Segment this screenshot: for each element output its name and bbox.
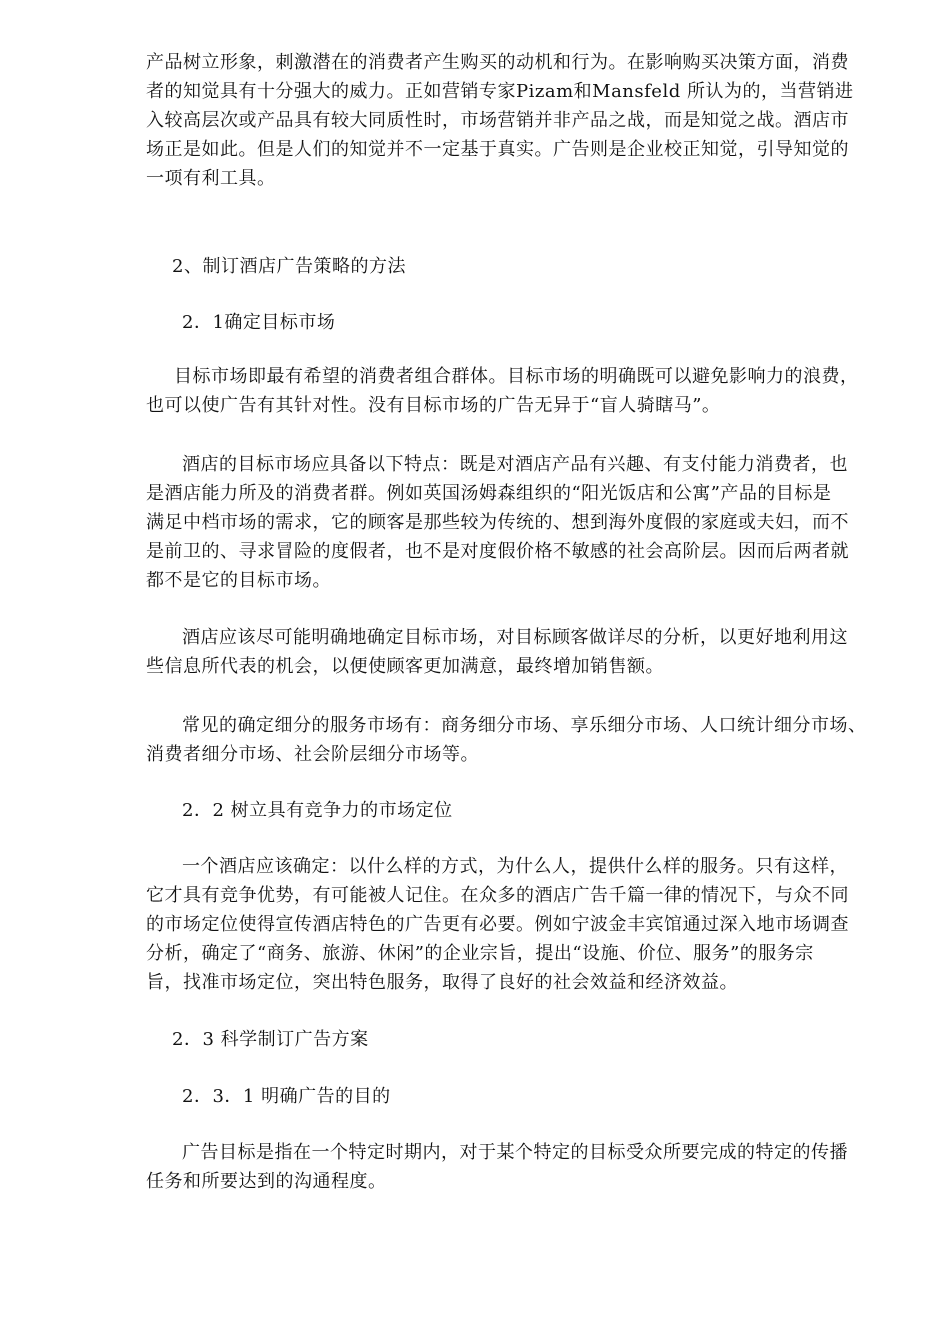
paragraph-line: 的市场定位使得宣传酒店特色的广告更有必要。例如宁波金丰宾馆通过深入地市场调查 [146, 914, 849, 935]
paragraph-line: 一项有利工具。 [146, 168, 276, 189]
paragraph [146, 362, 886, 420]
paragraph-line: 酒店的目标市场应具备以下特点：既是对酒店产品有兴趣、有支付能力消费者，也 [182, 454, 848, 475]
paragraph-line: 也可以使广告有其针对性。没有目标市场的广告无异于“盲人骑瞎马”。 [146, 395, 721, 416]
paragraph-line: 些信息所代表的机会，以便使顾客更加满意，最终增加销售额。 [146, 656, 664, 677]
paragraph-line: 产品树立形象，刺激潜在的消费者产生购买的动机和行为。在影响购买决策方面，消费 [146, 52, 849, 73]
paragraph [146, 623, 886, 681]
paragraph-line: 是酒店能力所及的消费者群。例如英国汤姆森组织的“阳光饭店和公寓”产品的目标是 [146, 483, 832, 504]
paragraph-line: 都不是它的目标市场。 [146, 570, 331, 591]
paragraph-line: 酒店应该尽可能明确地确定目标市场，对目标顾客做详尽的分析，以更好地利用这 [182, 627, 848, 648]
intro-paragraph [146, 48, 886, 193]
paragraph-line: 常见的确定细分的服务市场有：商务细分市场、享乐细分市场、人口统计细分市场、 [182, 715, 867, 736]
paragraph-line: 任务和所要达到的沟通程度。 [146, 1171, 387, 1192]
paragraph [146, 852, 886, 997]
paragraph-line: 分析，确定了“商务、旅游、休闲”的企业宗旨，提出“设施、价位、服务”的服务宗 [146, 943, 814, 964]
paragraph-line: 旨，找准市场定位，突出特色服务，取得了良好的社会效益和经济效益。 [146, 972, 738, 993]
section-heading: 2、制订酒店广告策略的方法 [172, 256, 406, 277]
subsection-heading: 2．3 科学制订广告方案 [172, 1029, 369, 1050]
paragraph-line: 者的知觉具有十分强大的威力。正如营销专家Pizam和Mansfeld 所认为的，当营销进 [146, 81, 854, 102]
paragraph-line: 一个酒店应该确定：以什么样的方式，为什么人，提供什么样的服务。只有这样， [182, 856, 848, 877]
paragraph-line: 是前卫的、寻求冒险的度假者，也不是对度假价格不敏感的社会高阶层。因而后两者就 [146, 541, 849, 562]
paragraph-line: 消费者细分市场、社会阶层细分市场等。 [146, 744, 479, 765]
paragraph-line: 场正是如此。但是人们的知觉并不一定基于真实。广告则是企业校正知觉，引导知觉的 [146, 139, 849, 160]
paragraph [146, 711, 886, 769]
paragraph [146, 1138, 886, 1196]
paragraph-line: 目标市场即最有希望的消费者组合群体。目标市场的明确既可以避免影响力的浪费， [174, 366, 859, 387]
paragraph-line: 广告目标是指在一个特定时期内，对于某个特定的目标受众所要完成的特定的传播 [182, 1142, 848, 1163]
paragraph-line: 入较高层次或产品具有较大同质性时，市场营销并非产品之战，而是知觉之战。酒店市 [146, 110, 849, 131]
subsection-heading: 2．2 树立具有竞争力的市场定位 [182, 800, 453, 821]
paragraph-line: 它才具有竞争优势，有可能被人记住。在众多的酒店广告千篇一律的情况下，与众不同 [146, 885, 849, 906]
subsection-heading: 2．1确定目标市场 [182, 312, 336, 333]
paragraph [146, 450, 886, 595]
subsubsection-heading: 2．3．1 明确广告的目的 [182, 1086, 391, 1107]
paragraph-line: 满足中档市场的需求，它的顾客是那些较为传统的、想到海外度假的家庭或夫妇，而不 [146, 512, 849, 533]
